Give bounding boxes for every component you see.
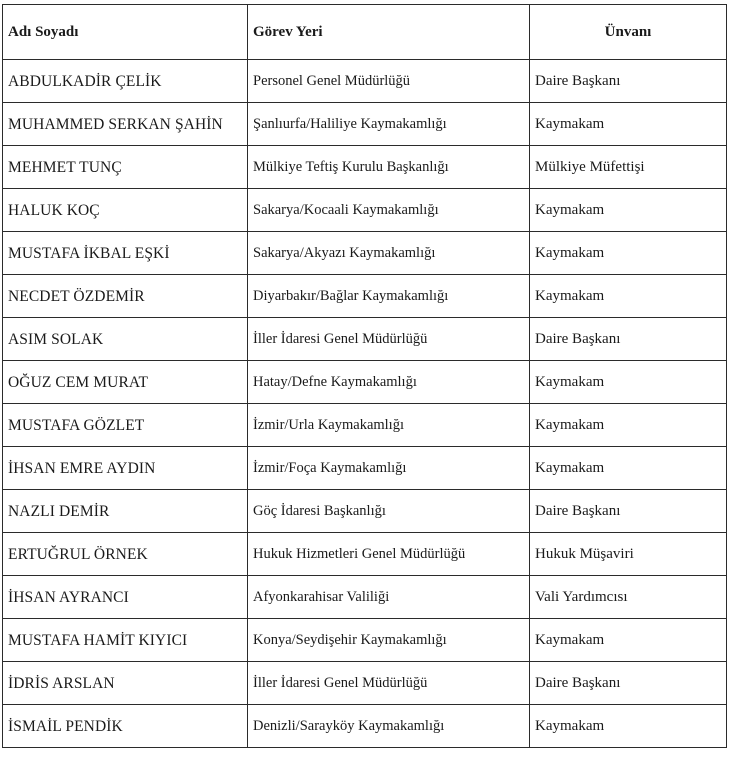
cell-title: Daire Başkanı: [530, 490, 727, 533]
header-title: Ünvanı: [530, 5, 727, 60]
cell-post: Hukuk Hizmetleri Genel Müdürlüğü: [248, 533, 530, 576]
table-row: [3, 705, 727, 748]
table-row: [3, 662, 727, 705]
cell-name: İHSAN AYRANCI: [3, 576, 248, 619]
cell-name: MUSTAFA GÖZLET: [3, 404, 248, 447]
cell-title: Daire Başkanı: [530, 318, 727, 361]
cell-name: ERTUĞRUL ÖRNEK: [3, 533, 248, 576]
header-name: Adı Soyadı: [3, 5, 248, 60]
cell-title: Hukuk Müşaviri: [530, 533, 727, 576]
cell-name: MUSTAFA İKBAL EŞKİ: [3, 232, 248, 275]
cell-post: İller İdaresi Genel Müdürlüğü: [248, 662, 530, 705]
cell-title: Vali Yardımcısı: [530, 576, 727, 619]
cell-name: İDRİS ARSLAN: [3, 662, 248, 705]
header-row: [3, 5, 727, 60]
cell-name: MUHAMMED SERKAN ŞAHİN: [3, 103, 248, 146]
table-row: [3, 60, 727, 103]
cell-title: Kaymakam: [530, 705, 727, 748]
cell-post: Konya/Seydişehir Kaymakamlığı: [248, 619, 530, 662]
header-post: Görev Yeri: [248, 5, 530, 60]
cell-name: İHSAN EMRE AYDIN: [3, 447, 248, 490]
cell-post: Mülkiye Teftiş Kurulu Başkanlığı: [248, 146, 530, 189]
table-row: [3, 490, 727, 533]
appointment-table: [2, 4, 727, 748]
cell-post: Personel Genel Müdürlüğü: [248, 60, 530, 103]
cell-title: Daire Başkanı: [530, 662, 727, 705]
cell-post: Sakarya/Akyazı Kaymakamlığı: [248, 232, 530, 275]
cell-title: Kaymakam: [530, 447, 727, 490]
cell-post: Şanlıurfa/Haliliye Kaymakamlığı: [248, 103, 530, 146]
cell-post: Sakarya/Kocaali Kaymakamlığı: [248, 189, 530, 232]
cell-title: Kaymakam: [530, 619, 727, 662]
cell-name: NECDET ÖZDEMİR: [3, 275, 248, 318]
cell-title: Kaymakam: [530, 404, 727, 447]
table-row: [3, 146, 727, 189]
cell-post: Diyarbakır/Bağlar Kaymakamlığı: [248, 275, 530, 318]
table-row: [3, 103, 727, 146]
cell-title: Kaymakam: [530, 232, 727, 275]
table-row: [3, 232, 727, 275]
table-row: [3, 404, 727, 447]
table-row: [3, 275, 727, 318]
cell-name: HALUK KOÇ: [3, 189, 248, 232]
cell-post: Hatay/Defne Kaymakamlığı: [248, 361, 530, 404]
cell-post: İzmir/Foça Kaymakamlığı: [248, 447, 530, 490]
cell-post: Göç İdaresi Başkanlığı: [248, 490, 530, 533]
cell-name: ABDULKADİR ÇELİK: [3, 60, 248, 103]
cell-title: Kaymakam: [530, 103, 727, 146]
cell-post: İzmir/Urla Kaymakamlığı: [248, 404, 530, 447]
table-row: [3, 189, 727, 232]
cell-name: MEHMET TUNÇ: [3, 146, 248, 189]
table-row: [3, 447, 727, 490]
table-row: [3, 318, 727, 361]
table-body: [3, 60, 727, 748]
cell-title: Daire Başkanı: [530, 60, 727, 103]
table-row: [3, 533, 727, 576]
cell-name: MUSTAFA HAMİT KIYICI: [3, 619, 248, 662]
cell-name: ASIM SOLAK: [3, 318, 248, 361]
document-page: [2, 4, 726, 762]
cell-title: Kaymakam: [530, 361, 727, 404]
cell-name: OĞUZ CEM MURAT: [3, 361, 248, 404]
cell-title: Kaymakam: [530, 189, 727, 232]
cell-post: Denizli/Sarayköy Kaymakamlığı: [248, 705, 530, 748]
cell-title: Mülkiye Müfettişi: [530, 146, 727, 189]
cell-name: NAZLI DEMİR: [3, 490, 248, 533]
cell-post: Afyonkarahisar Valiliği: [248, 576, 530, 619]
cell-name: İSMAİL PENDİK: [3, 705, 248, 748]
table-row: [3, 576, 727, 619]
cell-title: Kaymakam: [530, 275, 727, 318]
table-row: [3, 619, 727, 662]
cell-post: İller İdaresi Genel Müdürlüğü: [248, 318, 530, 361]
table-row: [3, 361, 727, 404]
table-header: [3, 5, 727, 60]
